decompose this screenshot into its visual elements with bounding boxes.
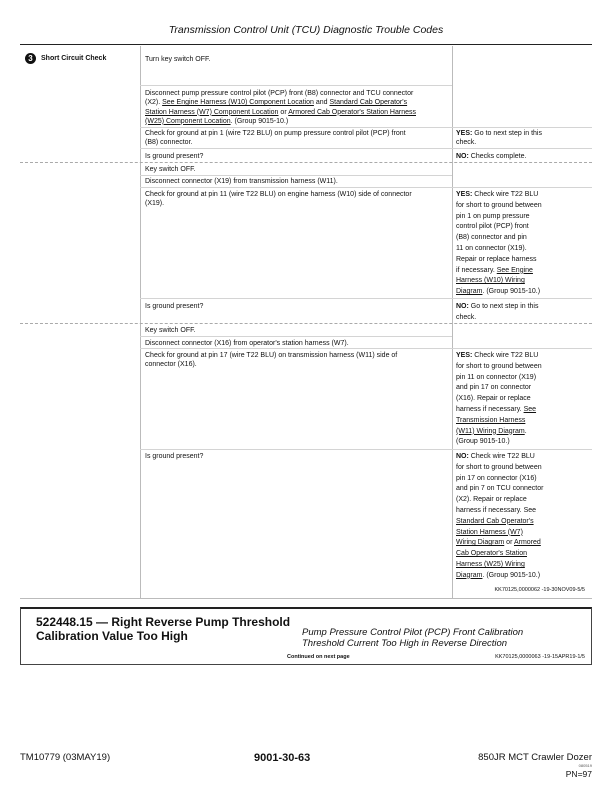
instruction-7: Key switch OFF. — [145, 327, 196, 334]
instruction-2: Disconnect pump pressure control pilot (PCP) front (B8) connector and TCU connector (X2). See Engine Harness (W10) Component Location and Standard Cab Operator's Station Harness (W7) Component Location or Armored Cab Operator's Station Harness (W25) Component Location. (Group 9015-10.) — [145, 90, 416, 125]
link-engine-harness-wiring-diagram[interactable]: See Engine — [496, 266, 533, 274]
link-transmission-harness-wiring-diagram-2[interactable]: Transmission Harness — [456, 416, 526, 424]
link-standard-cab-component-location-2[interactable]: Station Harness (W7) Component Location — [145, 108, 279, 116]
instruction-6: Check for ground at pin 11 (wire T22 BLU) on engine harness (W10) side of connector (X19). — [145, 191, 412, 208]
cell-separator — [140, 187, 592, 188]
continued-note: Continued on next page — [287, 654, 350, 660]
link-armored-cab-wiring-diagram-3[interactable]: Harness (W25) Wiring — [456, 560, 525, 568]
step-label: Short Circuit Check — [41, 55, 107, 62]
link-engine-harness-wiring-diagram-2[interactable]: Harness (W10) Wiring — [456, 277, 525, 285]
link-standard-cab-component-location[interactable]: Standard Cab Operator's — [329, 99, 408, 107]
reference-code-1: KK70125,0000062 -19-30NOV09-5/5 — [494, 587, 585, 593]
footer-pn: PN=97 — [565, 769, 592, 779]
question-2: Is ground present? — [145, 303, 204, 310]
instruction-5: Disconnect connector (X19) from transmission harness (W11). — [145, 178, 338, 185]
question-1: Is ground present? — [145, 153, 204, 160]
link-armored-cab-component-location-2[interactable]: (W25) Component Location — [145, 117, 231, 125]
footer-page-number: 9001-30-63 — [254, 752, 311, 764]
instruction-3: Check for ground at pin 1 (wire T22 BLU) on pump pressure control pilot (PCP) front (B8) connector. — [145, 130, 406, 147]
header-rule — [20, 44, 592, 45]
link-engine-harness-component-location[interactable]: See Engine Harness (W10) Component Location — [162, 99, 314, 107]
instruction-1: Turn key switch OFF. — [145, 56, 211, 63]
cell-separator — [140, 148, 592, 149]
cell-separator — [140, 85, 452, 86]
step-number-badge: 3 — [25, 53, 36, 64]
step-separator — [20, 323, 592, 324]
result-no-3: NO: Check wire T22 BLU for short to ground between pin 17 on connector (X16) and pin 7 on TCU connector (X2). Repair or replace harness if necessary. See Standard Cab Operator's Station Harness (W7) Wiring Diagram or Armored Cab Operator's Station Harness (W25) Wiring Diagram. (Group 9015-10.) — [456, 453, 544, 579]
cell-separator — [140, 336, 452, 337]
footer-manual-id: TM10779 (03MAY19) — [20, 752, 111, 763]
dtc-subtitle: Pump Pressure Control Pilot (PCP) Front Calibration Threshold Current Too High in Reverse Direction — [302, 627, 524, 649]
cell-separator — [140, 449, 592, 450]
cell-separator — [140, 127, 592, 128]
link-transmission-harness-wiring-diagram[interactable]: See — [523, 405, 537, 413]
link-armored-cab-component-location[interactable]: Armored Cab Operator's Station Harness — [288, 108, 416, 116]
column-divider-2 — [452, 46, 453, 598]
cell-separator — [140, 348, 592, 349]
link-standard-cab-wiring-diagram-2[interactable]: Station Harness (W7) — [456, 528, 523, 536]
step-separator — [20, 162, 592, 163]
link-standard-cab-wiring-diagram-3[interactable]: Wiring Diagram — [456, 539, 505, 547]
page-header-title: Transmission Control Unit (TCU) Diagnostic Trouble Codes — [168, 24, 444, 36]
link-armored-cab-wiring-diagram-2[interactable]: Cab Operator's Station — [456, 550, 527, 558]
question-3: Is ground present? — [145, 453, 204, 460]
link-standard-cab-wiring-diagram[interactable]: Standard Cab Operator's — [456, 517, 534, 525]
result-yes-1: YES: Go to next step in this check. — [456, 130, 542, 147]
instruction-4: Key switch OFF. — [145, 166, 196, 173]
link-armored-cab-wiring-diagram-4[interactable]: Diagram — [456, 571, 483, 579]
column-divider-1 — [140, 46, 141, 598]
dtc-title: 522448.15 — Right Reverse Pump Threshold Calibration Value Too High — [36, 615, 291, 643]
link-transmission-harness-wiring-diagram-3[interactable]: (W11) Wiring Diagram — [456, 427, 525, 435]
result-yes-3: YES: Check wire T22 BLU for short to ground between pin 11 on connector (X19) and pin 17 on connector (X16). Repair or replace harness if necessary. See Transmission Harness (W11) Wiring Diagram. (Group 9015-10.) — [456, 352, 542, 446]
instruction-8: Disconnect connector (X16) from operator's station harness (W7). — [145, 340, 349, 347]
link-armored-cab-wiring-diagram[interactable]: Armored — [513, 539, 541, 547]
result-no-2: NO: Go to next step in this check. — [456, 303, 539, 321]
instruction-9: Check for ground at pin 17 (wire T22 BLU) on transmission harness (W11) side of connector (X16). — [145, 352, 398, 369]
link-engine-harness-wiring-diagram-3[interactable]: Diagram — [456, 288, 483, 296]
reference-code-2: KK70125,0000063 -19-15APR19-1/5 — [495, 654, 585, 660]
footer-small-code: 080519 — [578, 763, 592, 768]
table-bottom-rule — [20, 598, 592, 599]
cell-separator — [140, 175, 452, 176]
cell-separator — [140, 298, 592, 299]
result-no-1: NO: Checks complete. — [456, 153, 527, 160]
result-yes-2: YES: Check wire T22 BLU for short to ground between pin 1 on pump pressure control pilot (PCP) front (B8) connector and pin 11 on connector (X19). Repair or replace harness if necessary. See Engine Harness (W10) Wiring Diagram. (Group 9015-10.) — [456, 191, 542, 296]
footer-machine-name: 850JR MCT Crawler Dozer — [478, 752, 592, 763]
